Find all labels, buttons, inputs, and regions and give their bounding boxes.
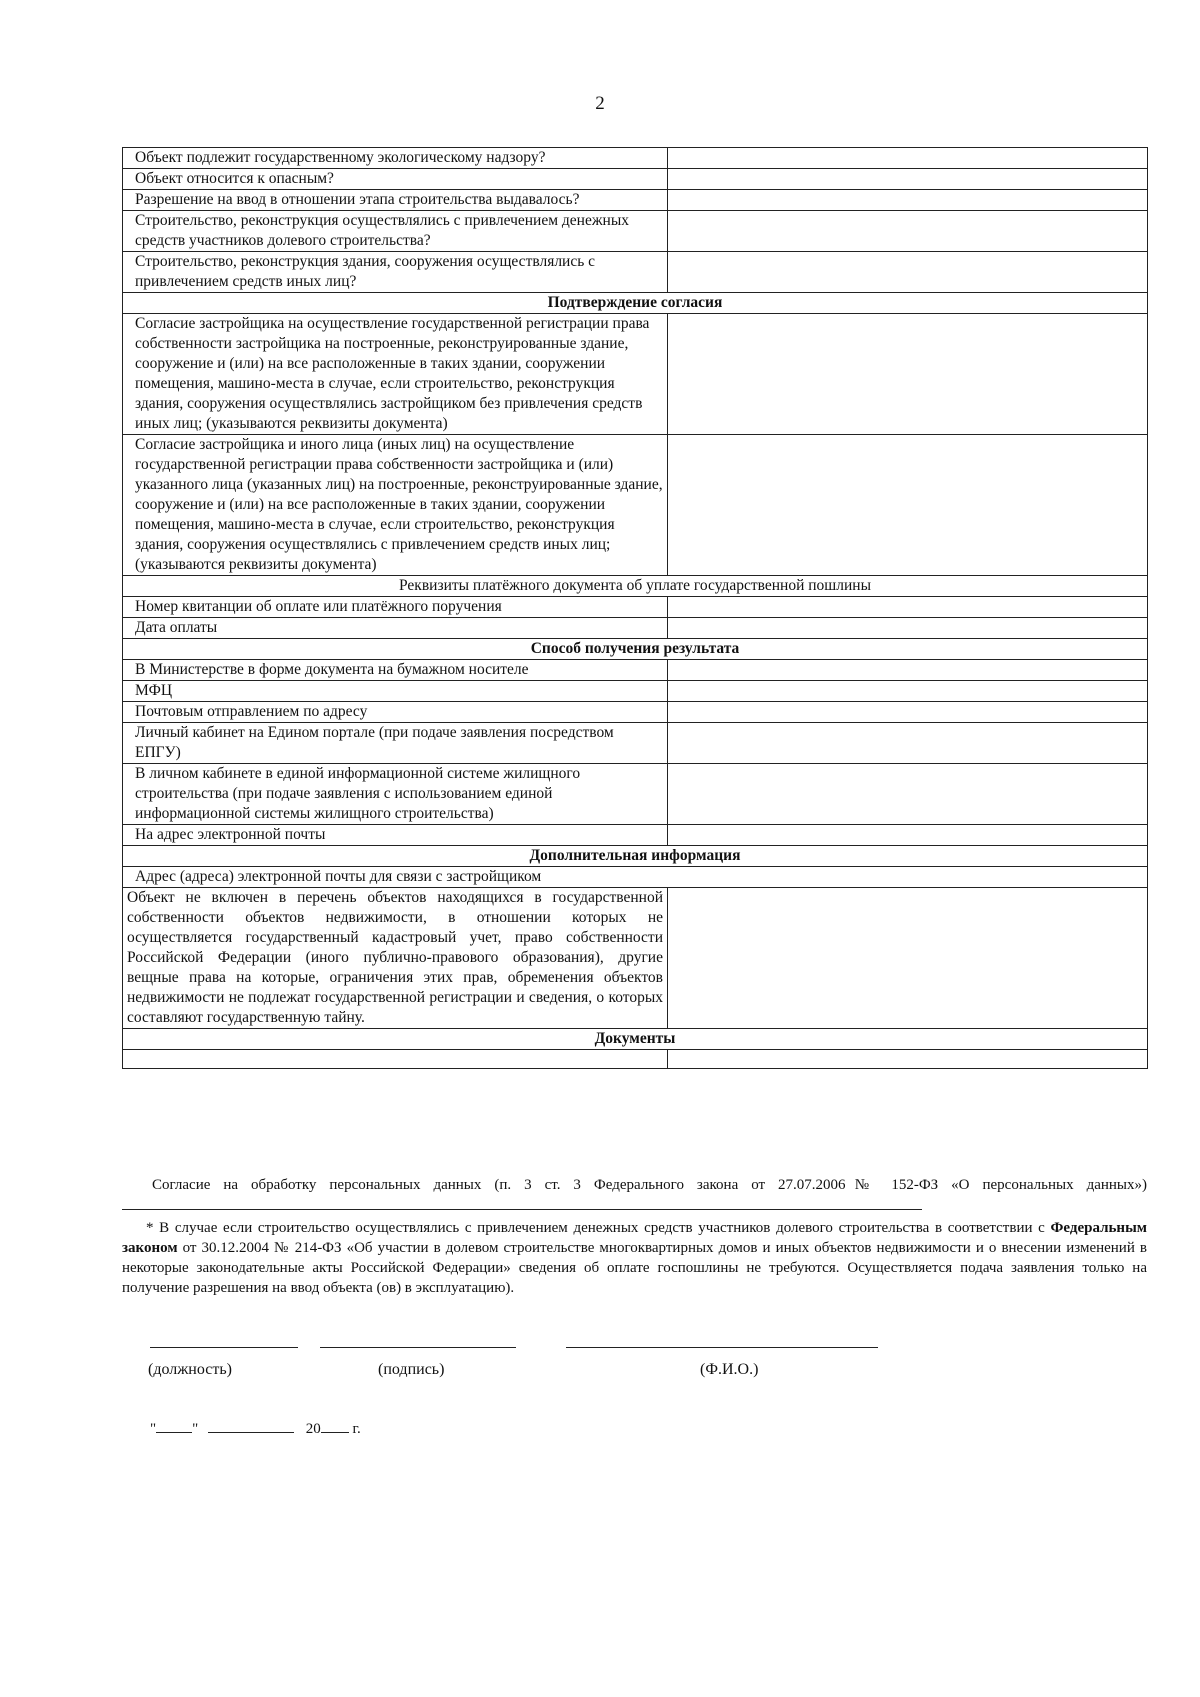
row-label: В Министерстве в форме документа на бумажном носителе [123, 660, 668, 681]
row-label: МФЦ [123, 681, 668, 702]
section-title-additional: Дополнительная информация [123, 846, 1148, 867]
object-statement: Объект не включен в перечень объектов находящихся в государственной собственности объектов недвижимости, в отношении которых не осуществляется государственный кадастровый учет, право собственности Российской Федерации (иного публично-правового образования), другие вещные права на которые, ограничения этих прав, обременения объектов недвижимости не подлежат государственной регистрации и сведения, о которых составляют государственную тайну. [123, 888, 668, 1029]
table-row [123, 618, 1148, 639]
table-row [123, 252, 1148, 293]
row-label: В личном кабинете в единой информационной системе жилищного строительства (при подаче заявления с использованием единой информационной системы жилищного строительства) [123, 764, 668, 825]
row-label: Личный кабинет на Едином портале (при подаче заявления посредством ЕПГУ) [123, 723, 668, 764]
answer-cell[interactable] [668, 618, 1148, 639]
row-label: Согласие застройщика на осуществление государственной регистрации права собственности застройщика на построенные, реконструированные здание, сооружение и (или) на все расположенные в таких здании, сооружении помещения, машино-места в случае, если строительство, реконструкция здания, сооружения осуществлялись застройщиком без привлечения средств иных лиц; (указываются реквизиты документа) [123, 314, 668, 435]
consent-paragraph [122, 1175, 1147, 1216]
answer-cell[interactable] [668, 211, 1148, 252]
table-row [123, 702, 1148, 723]
answer-cell[interactable] [668, 169, 1148, 190]
table-row [123, 888, 1148, 1029]
section-title-documents: Документы [123, 1029, 1148, 1050]
table-row [123, 435, 1148, 576]
table-row [123, 1050, 1148, 1069]
table-row [123, 723, 1148, 764]
section-title-consent: Подтверждение согласия [123, 293, 1148, 314]
table-row [123, 764, 1148, 825]
table-row [123, 597, 1148, 618]
section-title-result: Способ получения результата [123, 639, 1148, 660]
consent-fill-line[interactable] [122, 1195, 922, 1210]
footnote-bold: Федеральным законом [122, 1220, 1147, 1256]
date-quote-close: " [192, 1421, 199, 1437]
email-label[interactable]: Адрес (адреса) электронной почты для связи с застройщиком [123, 867, 1148, 888]
footnote-text-2: от 30.12.2004 № 214-ФЗ «Об участии в долевом строительстве многоквартирных домов и иных объектов недвижимости и о внесении изменений в некоторые законодательные акты Российской Федерации» сведения об оплате госпошлины не требуются. Осуществляется подача заявления только на получение разрешения на ввод объекта (ов) в эксплуатацию). [122, 1240, 1147, 1296]
day-field[interactable] [156, 1418, 192, 1433]
section-title-payment: Реквизиты платёжного документа об уплате государственной пошлины [123, 576, 1148, 597]
row-label: Почтовым отправлением по адресу [123, 702, 668, 723]
page-number: 2 [595, 93, 605, 114]
answer-cell[interactable] [668, 702, 1148, 723]
row-label: Разрешение на ввод в отношении этапа строительства выдавалось? [123, 190, 668, 211]
row-label: Согласие застройщика и иного лица (иных лиц) на осуществление государственной регистрации права собственности застройщика и (или) указанного лица (указанных лиц) на построенные, реконструированные здание, сооружение и (или) на все расположенные в таких здании, сооружении помещения, машино-места в случае, если строительство, реконструкция здания, сооружения осуществлялись с привлечением средств иных лиц; (указываются реквизиты документа) [123, 435, 668, 576]
application-form-table [122, 147, 1148, 1069]
month-field[interactable] [208, 1418, 294, 1433]
section-header [123, 846, 1148, 867]
answer-cell[interactable] [668, 314, 1148, 435]
table-row [123, 148, 1148, 169]
answer-cell[interactable] [668, 681, 1148, 702]
position-label: (должность) [148, 1361, 232, 1378]
year-field[interactable] [321, 1418, 349, 1433]
name-line[interactable] [566, 1347, 878, 1348]
name-label: (Ф.И.О.) [700, 1361, 759, 1378]
date-line [150, 1418, 361, 1438]
table-row [123, 825, 1148, 846]
row-label: Номер квитанции об оплате или платёжного поручения [123, 597, 668, 618]
answer-cell[interactable] [668, 190, 1148, 211]
section-header [123, 639, 1148, 660]
section-header [123, 293, 1148, 314]
year-prefix: 20 [305, 1421, 321, 1437]
row-label: Дата оплаты [123, 618, 668, 639]
table-row [123, 660, 1148, 681]
signature-line[interactable] [320, 1347, 516, 1348]
document-cell[interactable] [123, 1050, 668, 1069]
consent-text: Согласие на обработку персональных данных (п. 3 ст. 3 Федерального закона от 27.07.2006№ 152-ФЗ «О персональных данных») [152, 1177, 1147, 1193]
row-label: На адрес электронной почты [123, 825, 668, 846]
table-row [123, 867, 1148, 888]
section-header [123, 1029, 1148, 1050]
answer-cell[interactable] [668, 723, 1148, 764]
footnote [122, 1218, 1147, 1298]
table-row [123, 169, 1148, 190]
answer-cell[interactable] [668, 764, 1148, 825]
answer-cell[interactable] [668, 660, 1148, 681]
document-cell[interactable] [668, 1050, 1148, 1069]
answer-cell[interactable] [668, 597, 1148, 618]
table-row [123, 211, 1148, 252]
notes-block [122, 1175, 1147, 1298]
answer-cell[interactable] [668, 435, 1148, 576]
answer-cell[interactable] [668, 825, 1148, 846]
answer-cell[interactable] [668, 888, 1148, 1029]
section-header [123, 576, 1148, 597]
table-row [123, 681, 1148, 702]
year-suffix: г. [352, 1421, 361, 1437]
footnote-text: * В случае если строительство осуществлялись с привлечением денежных средств участников долевого строительства в соответствии с [146, 1220, 1045, 1236]
signature-label: (подпись) [378, 1361, 445, 1378]
row-label: Строительство, реконструкция осуществлялись с привлечением денежных средств участников долевого строительства? [123, 211, 668, 252]
row-label: Объект подлежит государственному экологическому надзору? [123, 148, 668, 169]
row-label: Строительство, реконструкция здания, сооружения осуществлялись с привлечением средств иных лиц? [123, 252, 668, 293]
answer-cell[interactable] [668, 252, 1148, 293]
table-row [123, 190, 1148, 211]
table-row [123, 314, 1148, 435]
row-label: Объект относится к опасным? [123, 169, 668, 190]
date-quote-open: " [150, 1421, 157, 1437]
answer-cell[interactable] [668, 148, 1148, 169]
position-line[interactable] [150, 1347, 298, 1348]
